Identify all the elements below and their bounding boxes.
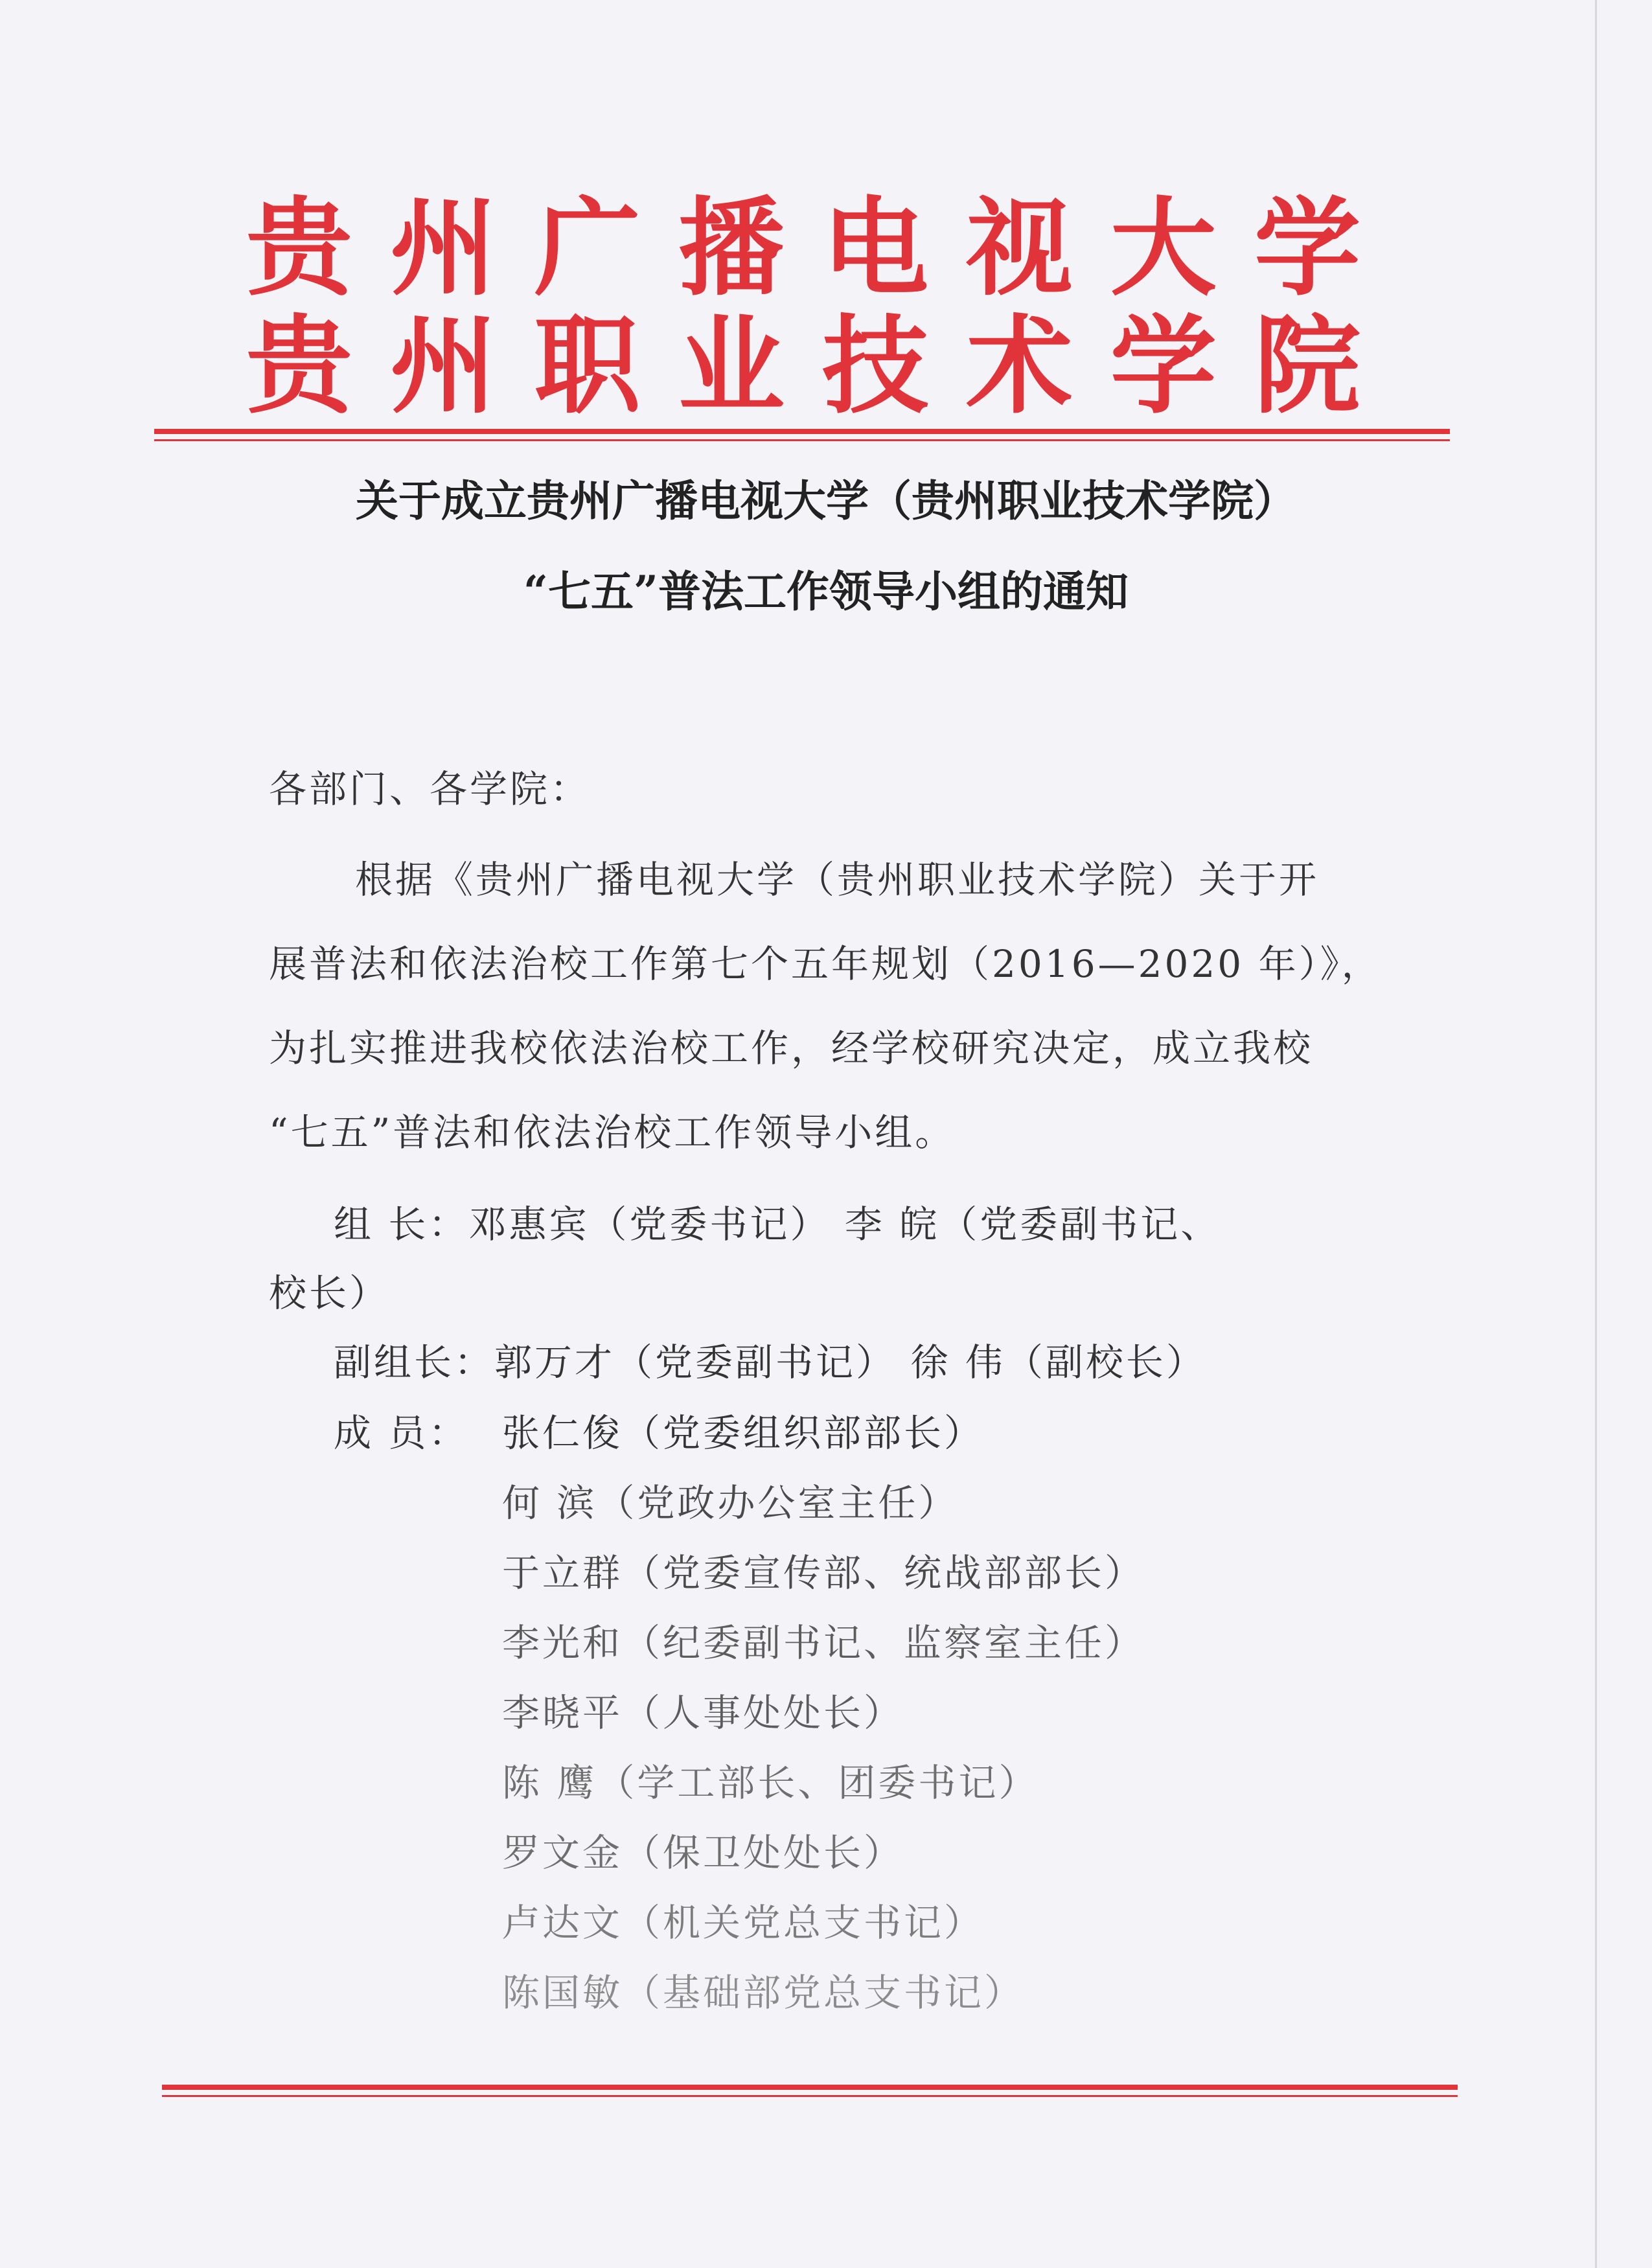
header-line-2: 贵州职业技术学院 [246,303,1386,428]
paragraph-line: “七五”普法和依法治校工作领导小组。 [269,1110,956,1154]
paragraph-line: 展普法和依法治校工作第七个五年规划（2016—2020 年）》， [269,942,1382,986]
member-item: 于立群（党委宣传部、统战部部长） [502,1551,1145,1595]
leader-line-cont: 校长） [269,1271,390,1315]
salutation: 各部门、各学院： [269,767,591,811]
page-edge-shadow [1595,0,1597,2268]
member-item: 张仁俊（党委组织部部长） [502,1411,985,1455]
member-item: 罗文金（保卫处处长） [502,1831,904,1875]
header-rule-thick [154,429,1450,434]
members-label: 成 员： [334,1411,469,1455]
member-item: 陈 鹰（学工部长、团委书记） [502,1761,1039,1805]
member-item: 李晓平（人事处处长） [502,1691,904,1735]
member-item: 卢达文（机关党总支书记） [502,1901,985,1945]
footer-rule-thin [162,2095,1458,2097]
leader-line: 组 长：邓惠宾（党委书记） 李 皖（党委副书记、 [334,1202,1221,1246]
notice-title-line-2: “七五”普法工作领导小组的通知 [523,566,1129,617]
member-item: 李光和（纪委副书记、监察室主任） [502,1621,1145,1665]
paragraph-line: 根据《贵州广播电视大学（贵州职业技术学院）关于开 [355,858,1320,902]
member-item: 何 滨（党政办公室主任） [502,1481,959,1525]
header-line-1: 贵州广播电视大学 [246,185,1386,310]
deputy-leader-line: 副组长：郭万才（党委副书记） 徐 伟（副校长） [334,1340,1206,1384]
notice-title-line-1: 关于成立贵州广播电视大学（贵州职业技术学院） [356,475,1296,526]
header-rule-thin [154,439,1450,441]
member-item: 陈国敏（基础部党总支书记） [502,1971,1025,2015]
paragraph-line: 为扎实推进我校依法治校工作，经学校研究决定，成立我校 [269,1026,1314,1070]
footer-rule-thick [162,2085,1458,2090]
